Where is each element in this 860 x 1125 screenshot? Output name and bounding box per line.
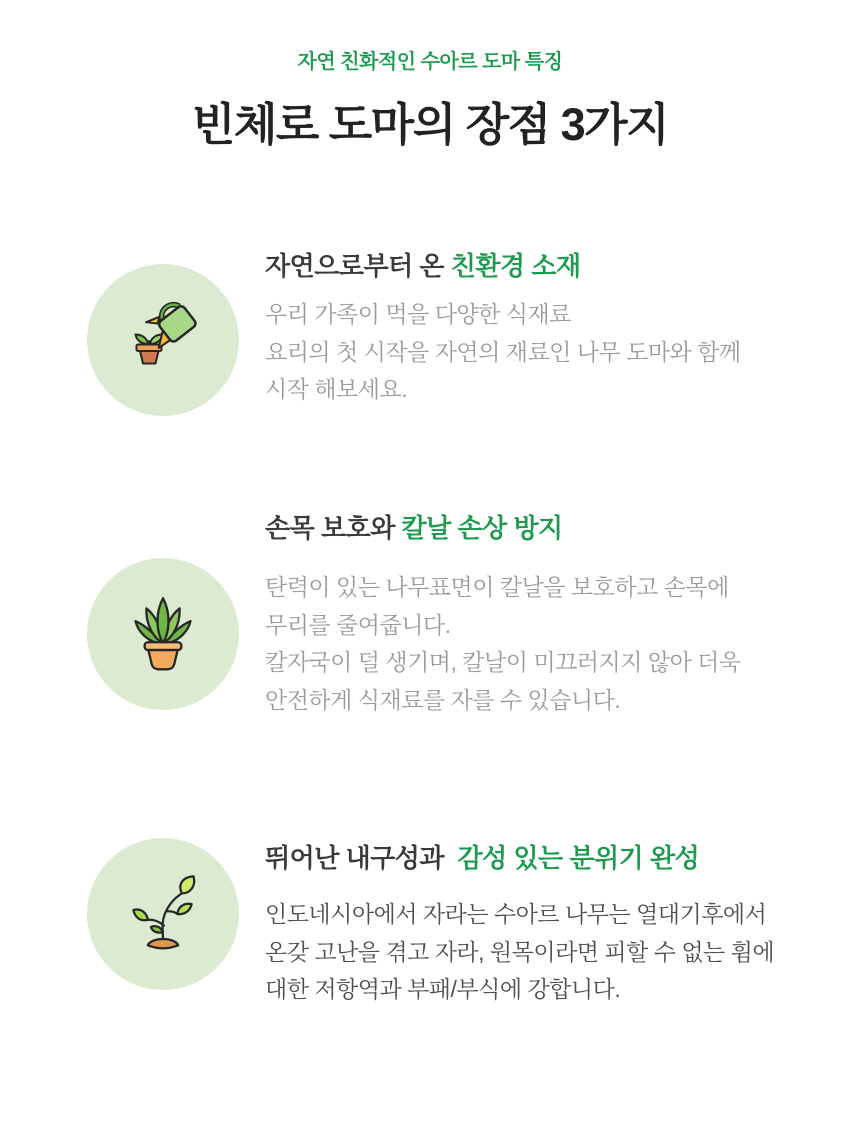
body-line: 안전하게 식재료를 자를 수 있습니다. xyxy=(265,686,621,713)
body-line: 시작 해보세요. xyxy=(265,376,408,402)
section-heading xyxy=(265,246,581,283)
watering-can-plant-icon xyxy=(115,292,211,388)
sprout-icon xyxy=(120,871,206,957)
body-line: 요리의 첫 시작을 자연의 재료인 나무 도마와 함께 xyxy=(265,338,741,365)
body-line: 탄력이 있는 나무표면이 칼날을 보호하고 손목에 xyxy=(265,574,729,600)
body-line: 무리를 줄여줍니다. xyxy=(265,611,451,638)
heading-plain: 자연으로부터 온 xyxy=(265,250,451,281)
heading-plain: 손목 보호와 xyxy=(265,512,402,543)
icon-circle xyxy=(87,838,239,990)
body-line: 온갖 고난을 겪고 자라, 원목이라면 피할 수 없는 휨에 xyxy=(265,938,775,965)
body-line: 인도네시아에서 자라는 수아르 나무는 열대기후에서 xyxy=(265,901,767,927)
section-body xyxy=(265,569,810,719)
section-body xyxy=(265,296,810,409)
icon-circle xyxy=(87,264,239,416)
icon-circle xyxy=(87,558,239,710)
body-line: 칼자국이 덜 생기며, 칼날이 미끄러지지 않아 더욱 xyxy=(265,649,741,675)
heading-accent: 친환경 소재 xyxy=(450,250,581,281)
heading-accent: 감성 있는 분위기 완성 xyxy=(457,842,700,873)
body-line: 우리 가족이 먹을 다양한 식재료 xyxy=(265,301,571,327)
section-heading xyxy=(265,508,563,545)
potted-plant-icon xyxy=(119,590,207,678)
body-line: 대한 저항역과 부패/부식에 강합니다. xyxy=(265,976,621,1002)
section-body xyxy=(265,896,810,1009)
eyebrow-label: 자연 친화적인 수아르 도마 특징 xyxy=(297,51,563,73)
section-heading xyxy=(265,838,699,875)
page-title: 빈체로 도마의 장점 3가지 xyxy=(191,99,669,150)
heading-plain: 뛰어난 내구성과 xyxy=(265,842,458,873)
heading-accent: 칼날 손상 방지 xyxy=(401,512,563,543)
